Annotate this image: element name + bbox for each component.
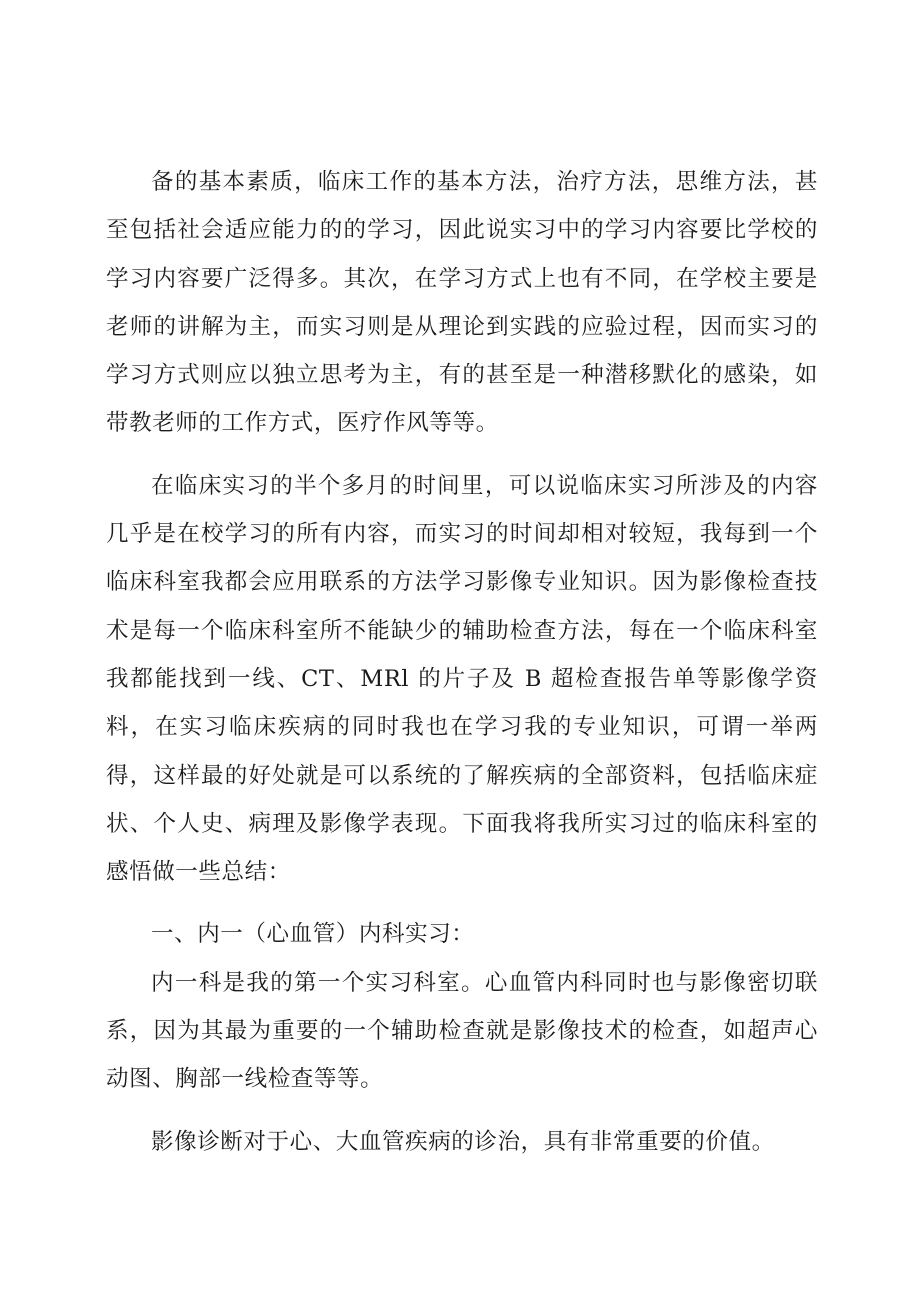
paragraph-1: 备的基本素质，临床工作的基本方法，治疗方法，思维方法，甚至包括社会适应能力的的学习，因此说实习中的学习内容要比学校的学习内容要广泛得多。其次，在学习方式上也有不同，在学校主要是老师的讲解为主，而实习则是从理论到实践的应验过程，因而实习的学习方式则应以独立思考为主，有的甚至是一种潜移默化的感染，如带教老师的工作方式，医疗作风等等。 xyxy=(106,169,818,437)
paragraph-2: 在临床实习的半个多月的时间里，可以说临床实习所涉及的内容几乎是在校学习的所有内容，而实习的时间却相对较短，我每到一个临床科室我都会应用联系的方法学习影像专业知识。因为影像检查技术是每一个临床科室所不能缺少的辅助检查方法，每在一个临床科室我都能找到一线、CT、MRl 的片子及 B 超检查报告单等影像学资料，在实习临床疾病的同时我也在学习我的专业知识，可谓一举两得，这样最的好处就是可以系统的了解疾病的全部资料，包括临床症状、个人史、病理及影像学表现。下面我将我所实习过的临床科室的感悟做一些总结： xyxy=(106,472,818,886)
section-heading: 一、内一（心血管）内科实习： xyxy=(151,921,475,948)
paragraph-3: 内一科是我的第一个实习科室。心血管内科同时也与影像密切联系，因为其最为重要的一个辅助检查就是影像技术的检查，如超声心动图、胸部一线检查等等。 xyxy=(106,969,818,1093)
body-text xyxy=(106,158,818,1166)
paragraph-4: 影像诊断对于心、大血管疾病的诊治，具有非常重要的价值。 xyxy=(151,1128,775,1155)
